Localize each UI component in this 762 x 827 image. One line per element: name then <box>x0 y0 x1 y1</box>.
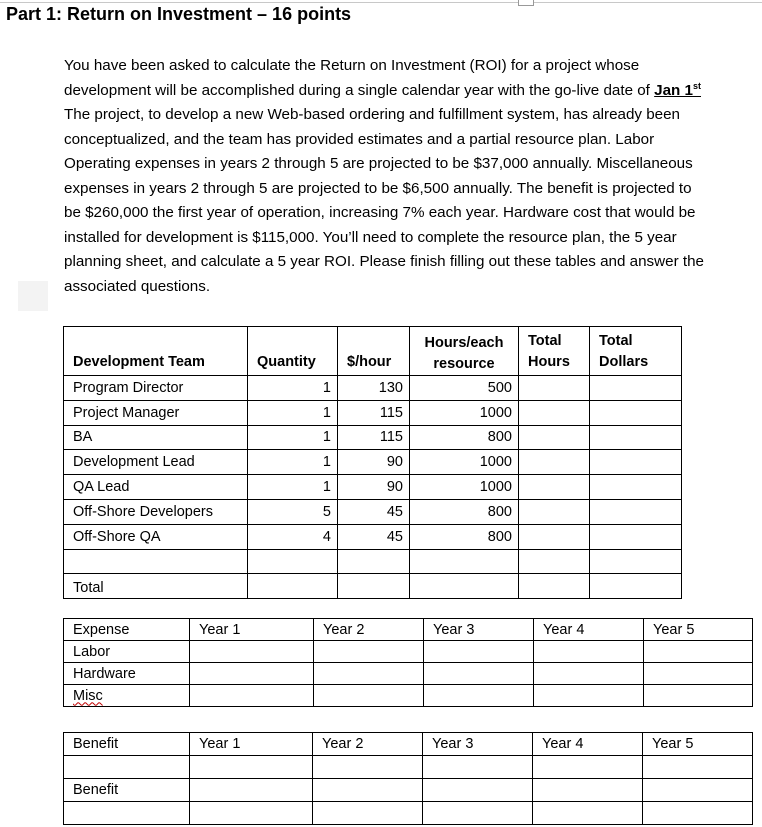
year-header: Year 3 <box>424 619 534 641</box>
expense-cell[interactable] <box>424 641 534 663</box>
expense-cell[interactable] <box>644 685 753 707</box>
intro-line: planning sheet, and calculate a 5 year ROI. Please finish filling out these tables and answer the <box>64 253 704 270</box>
rate-cell: 130 <box>338 376 410 401</box>
expense-label: Labor <box>64 641 190 663</box>
empty-cell[interactable] <box>643 756 753 779</box>
table-row-total <box>64 574 682 599</box>
intro-line: conceptualized, and the team has provided estimates and a partial resource plan. Labor <box>64 130 655 148</box>
expense-header-label: Expense <box>64 619 190 641</box>
hours-cell: 800 <box>410 499 519 524</box>
role-cell: Off-Shore Developers <box>64 499 248 524</box>
header-total-dollars: Total Dollars <box>590 327 682 376</box>
header-total-hours: Total Hours <box>519 327 590 376</box>
table-row <box>64 400 682 425</box>
empty-cell[interactable] <box>313 756 423 779</box>
empty-cell[interactable] <box>64 549 248 574</box>
intro-line: The project, to develop a new Web-based ordering and fulfillment system, has already been <box>64 106 681 123</box>
empty-cell[interactable] <box>519 549 590 574</box>
role-cell: Off-Shore QA <box>64 524 248 549</box>
total-hours-cell[interactable] <box>519 376 590 401</box>
table-move-handle <box>518 0 534 6</box>
rate-cell: 90 <box>338 450 410 475</box>
year-header: Year 1 <box>190 619 314 641</box>
intro-line: be $260,000 the first year of operation, increasing 7% each year. Hardware cost that would be <box>64 204 696 221</box>
total-hours-cell[interactable] <box>519 450 590 475</box>
expense-cell[interactable] <box>644 641 753 663</box>
hours-cell: 1000 <box>410 400 519 425</box>
benefit-row-empty <box>64 756 753 779</box>
expense-cell[interactable] <box>424 685 534 707</box>
total-dollars-cell[interactable] <box>590 450 682 475</box>
year-header: Year 3 <box>423 733 533 756</box>
year-header: Year 5 <box>644 619 753 641</box>
header-rate: $/hour <box>338 327 410 376</box>
intro-line: You have been asked to calculate the Return on Investment (ROI) for a project whose <box>64 57 640 74</box>
expense-cell[interactable] <box>190 641 314 663</box>
expense-cell[interactable] <box>314 663 424 685</box>
intro-text: development will be accomplished during a single calendar year with the go-live date of <box>64 81 650 99</box>
benefit-cell[interactable] <box>190 779 313 802</box>
header-hours-each: Hours/each resource <box>410 327 519 376</box>
benefit-label: Benefit <box>64 779 190 802</box>
expense-row-misc <box>64 685 753 707</box>
empty-cell[interactable] <box>338 549 410 574</box>
empty-cell[interactable] <box>248 574 338 599</box>
total-dollars-cell[interactable] <box>590 400 682 425</box>
expense-row-labor <box>64 641 753 663</box>
empty-cell[interactable] <box>410 549 519 574</box>
empty-cell[interactable] <box>190 802 313 825</box>
year-header: Year 2 <box>314 619 424 641</box>
quantity-cell: 4 <box>248 524 338 549</box>
resource-plan-table <box>63 326 682 599</box>
intro-paragraph <box>64 54 754 299</box>
benefit-header-label: Benefit <box>64 733 190 756</box>
year-header: Year 5 <box>643 733 753 756</box>
benefit-header-row <box>64 733 753 756</box>
table-row <box>64 450 682 475</box>
quantity-cell: 1 <box>248 450 338 475</box>
empty-cell[interactable] <box>590 549 682 574</box>
empty-cell[interactable] <box>423 756 533 779</box>
quantity-cell: 5 <box>248 499 338 524</box>
year-header: Year 4 <box>533 733 643 756</box>
table-header-row <box>64 327 682 376</box>
empty-cell[interactable] <box>190 756 313 779</box>
total-hours-sum-cell[interactable] <box>519 574 590 599</box>
rate-cell: 45 <box>338 524 410 549</box>
table-row <box>64 425 682 450</box>
hours-cell: 1000 <box>410 450 519 475</box>
total-hours-cell[interactable] <box>519 524 590 549</box>
total-dollars-cell[interactable] <box>590 524 682 549</box>
benefit-table <box>63 732 753 825</box>
role-cell: BA <box>64 425 248 450</box>
rate-cell: 45 <box>338 499 410 524</box>
expense-cell[interactable] <box>424 663 534 685</box>
year-header: Year 1 <box>190 733 313 756</box>
expense-cell[interactable] <box>644 663 753 685</box>
header-team: Development Team <box>64 327 248 376</box>
table-row <box>64 499 682 524</box>
expense-cell[interactable] <box>534 663 644 685</box>
empty-cell[interactable] <box>643 802 753 825</box>
intro-line: expenses in years 2 through 5 are projected to be $6,500 annually. The benefit is projected to <box>64 179 692 197</box>
empty-cell[interactable] <box>64 756 190 779</box>
total-hours-cell[interactable] <box>519 425 590 450</box>
intro-line: Operating expenses in years 2 through 5 are projected to be $37,000 annually. Miscellaneous <box>64 155 693 172</box>
expense-cell[interactable] <box>534 685 644 707</box>
total-dollars-sum-cell[interactable] <box>590 574 682 599</box>
empty-cell[interactable] <box>338 574 410 599</box>
expense-cell[interactable] <box>314 685 424 707</box>
drag-handle-shade <box>18 281 48 311</box>
total-dollars-cell[interactable] <box>590 475 682 500</box>
table-row <box>64 524 682 549</box>
intro-line: installed for development is $115,000. You’ll need to complete the resource plan, the 5 year <box>64 228 677 246</box>
total-dollars-cell[interactable] <box>590 425 682 450</box>
expense-row-hardware <box>64 663 753 685</box>
intro-line <box>64 79 754 104</box>
empty-cell[interactable] <box>533 802 643 825</box>
total-hours-cell[interactable] <box>519 400 590 425</box>
total-dollars-cell[interactable] <box>590 376 682 401</box>
go-live-date: Jan 1st <box>654 80 701 99</box>
intro-line: associated questions. <box>64 277 211 295</box>
role-cell: Development Lead <box>64 450 248 475</box>
table-row-empty <box>64 549 682 574</box>
role-cell: Project Manager <box>64 400 248 425</box>
total-hours-cell[interactable] <box>519 499 590 524</box>
empty-cell[interactable] <box>64 802 190 825</box>
total-hours-cell[interactable] <box>519 475 590 500</box>
rate-cell: 90 <box>338 475 410 500</box>
hours-cell: 500 <box>410 376 519 401</box>
benefit-cell[interactable] <box>313 779 423 802</box>
hours-cell: 1000 <box>410 475 519 500</box>
hours-cell: 800 <box>410 425 519 450</box>
expense-table <box>63 618 753 707</box>
hours-cell: 800 <box>410 524 519 549</box>
expense-cell[interactable] <box>534 641 644 663</box>
rate-cell: 115 <box>338 425 410 450</box>
page-title: Part 1: Return on Investment – 16 points <box>6 4 352 24</box>
header-quantity: Quantity <box>248 327 338 376</box>
quantity-cell: 1 <box>248 475 338 500</box>
rate-cell: 115 <box>338 400 410 425</box>
empty-cell[interactable] <box>533 756 643 779</box>
benefit-cell[interactable] <box>643 779 753 802</box>
role-cell: QA Lead <box>64 475 248 500</box>
empty-cell[interactable] <box>248 549 338 574</box>
table-row <box>64 475 682 500</box>
total-dollars-cell[interactable] <box>590 499 682 524</box>
quantity-cell: 1 <box>248 425 338 450</box>
role-cell: Program Director <box>64 376 248 401</box>
empty-cell[interactable] <box>410 574 519 599</box>
expense-label: Misc <box>64 685 190 707</box>
table-row <box>64 376 682 401</box>
expense-header-row <box>64 619 753 641</box>
year-header: Year 4 <box>534 619 644 641</box>
benefit-row <box>64 779 753 802</box>
benefit-cell[interactable] <box>423 779 533 802</box>
expense-cell[interactable] <box>190 685 314 707</box>
empty-cell[interactable] <box>423 802 533 825</box>
quantity-cell: 1 <box>248 376 338 401</box>
total-label: Total <box>64 574 248 599</box>
benefit-row-empty <box>64 802 753 825</box>
benefit-cell[interactable] <box>533 779 643 802</box>
expense-cell[interactable] <box>314 641 424 663</box>
empty-cell[interactable] <box>313 802 423 825</box>
quantity-cell: 1 <box>248 400 338 425</box>
expense-label: Hardware <box>64 663 190 685</box>
expense-cell[interactable] <box>190 663 314 685</box>
year-header: Year 2 <box>313 733 423 756</box>
